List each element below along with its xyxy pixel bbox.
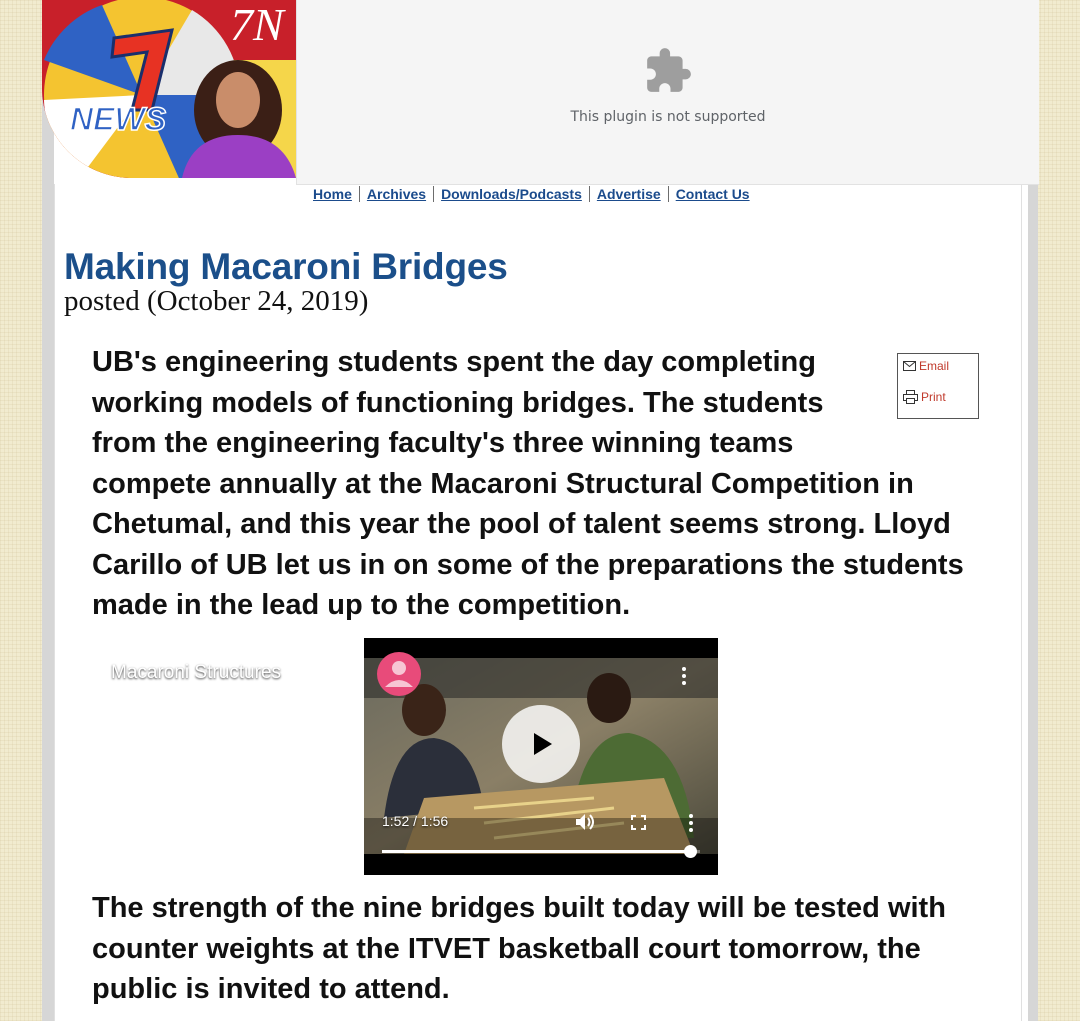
nav-link-home[interactable]: Home xyxy=(313,186,352,202)
puzzle-piece-icon xyxy=(643,46,693,96)
email-link[interactable] xyxy=(903,359,949,373)
nav-link-archives[interactable]: Archives xyxy=(359,186,433,202)
logo-news-text: NEWS xyxy=(70,101,166,137)
left-border xyxy=(42,0,54,1021)
channel-avatar-icon[interactable] xyxy=(376,651,422,697)
plugin-message: This plugin is not supported xyxy=(570,109,766,125)
plugin-placeholder xyxy=(296,0,1039,185)
more-controls-icon[interactable] xyxy=(687,813,695,833)
share-box xyxy=(897,353,979,419)
play-button-icon[interactable] xyxy=(501,704,581,784)
printer-icon xyxy=(903,390,918,404)
page-container xyxy=(42,0,1038,1021)
video-progress-thumb[interactable] xyxy=(684,845,697,858)
volume-icon[interactable] xyxy=(574,812,598,832)
logo-corner-text: 7N xyxy=(230,0,284,50)
site-logo[interactable] xyxy=(42,0,296,178)
email-label: Email xyxy=(919,359,950,373)
envelope-icon xyxy=(903,361,916,371)
nav-link-contact-us[interactable]: Contact Us xyxy=(668,186,757,202)
posted-date: posted (October 24, 2019) xyxy=(64,285,369,317)
fullscreen-icon[interactable] xyxy=(631,815,646,830)
video-title[interactable]: Macaroni Structures xyxy=(111,662,282,683)
article-paragraph-1-text: UB's engineering students spent the day completing working models of functioning bridges. The students from the engineering faculty's three winning teams compete annually at the Macaroni Structural Competition in Chetumal, and this year the pool of talent seems strong. Lloyd Carillo of UB let us in on some of the preparations the students made in the lead up to the competition. xyxy=(92,346,964,621)
article-paragraph-2: The strength of the nine bridges built today will be tested with counter weights at the ITVET basketball court tomorrow, the public is invited to attend. xyxy=(92,892,946,1005)
video-progress-fill xyxy=(382,850,690,853)
more-options-icon[interactable] xyxy=(680,666,688,686)
print-link[interactable] xyxy=(903,390,946,404)
nav-link-advertise[interactable]: Advertise xyxy=(589,186,668,202)
article-title: Making Macaroni Bridges xyxy=(64,246,508,287)
print-label: Print xyxy=(921,390,946,404)
video-time: 1:52 / 1:56 xyxy=(382,813,449,829)
nav-link-downloads-podcasts[interactable]: Downloads/Podcasts xyxy=(433,186,589,202)
main-nav xyxy=(306,184,757,204)
video-player[interactable] xyxy=(364,638,718,875)
video-progress-track[interactable] xyxy=(382,850,700,853)
logo-graphic xyxy=(42,0,296,178)
article-paragraph-1 xyxy=(92,342,972,626)
